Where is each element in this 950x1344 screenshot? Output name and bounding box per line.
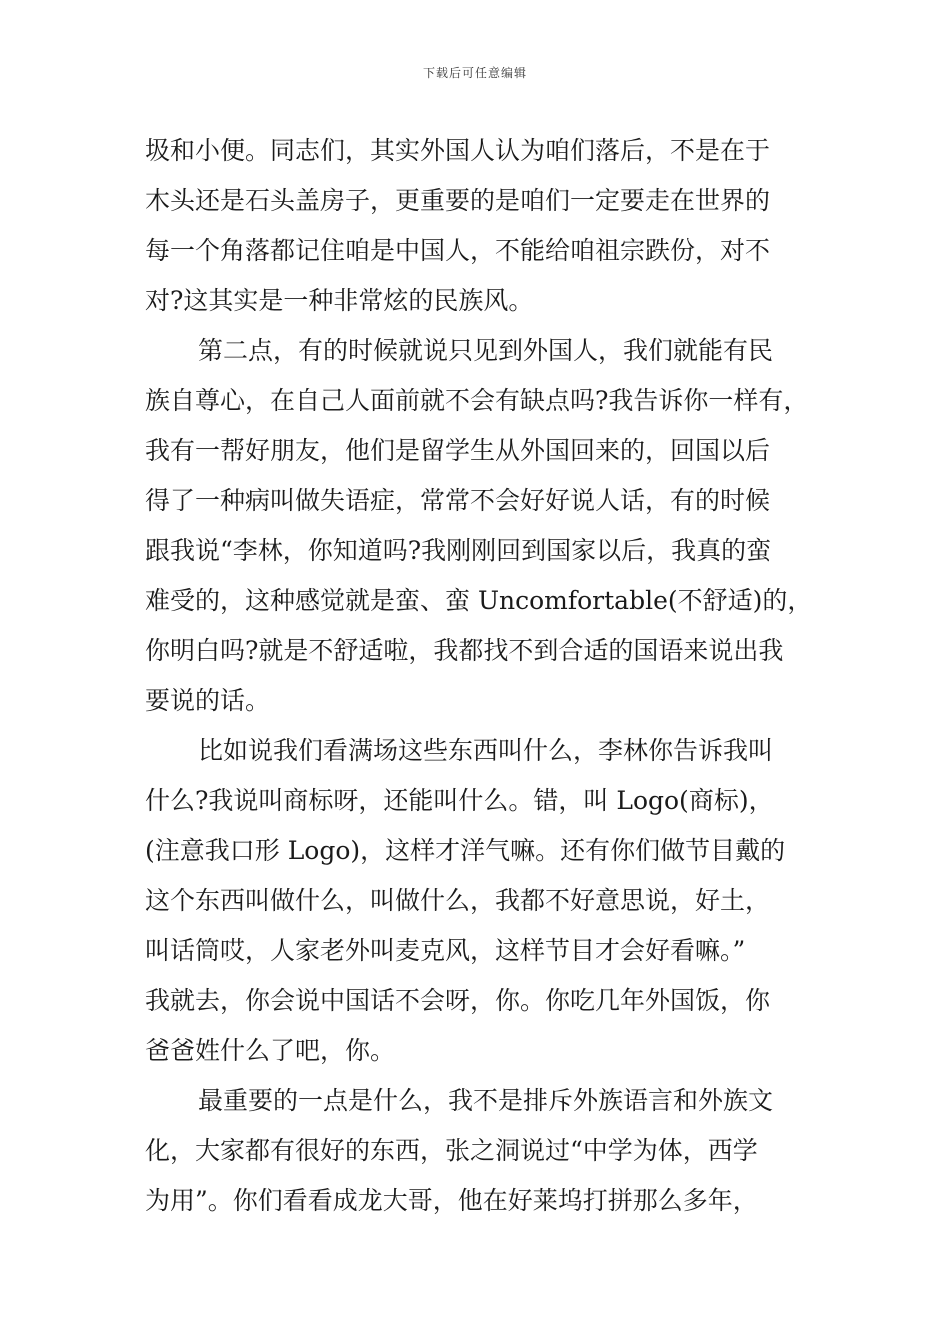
text-line: 木头还是石头盖房子，更重要的是咱们一定要走在世界的 [145,186,771,215]
text-line: 化，大家都有很好的东西，张之洞说过“中学为体，西学 [145,1136,758,1165]
paragraph-first-line: 最重要的一点是什么，我不是排斥外族语言和外族文 [198,1086,774,1115]
text-line: 圾和小便。同志们，其实外国人认为咱们落后，不是在于 [145,136,771,165]
text-line: 得了一种病叫做失语症，常常不会好好说人话，有的时候 [145,486,771,515]
page-header: 下载后可任意编辑 [422,66,527,80]
text-line: 每一个角落都记住咱是中国人，不能给咱祖宗跌份，对不 [145,236,771,265]
text-line: 爸爸姓什么了吧，你。 [145,1036,396,1065]
text-line: 对?这其实是一种非常炫的民族风。 [145,286,534,315]
paragraph-first-line: 第二点，有的时候就说只见到外国人，我们就能有民 [198,336,774,365]
paragraph-first-line: 比如说我们看满场这些东西叫什么，李林你告诉我叫 [198,736,774,765]
text-line: 跟我说“李林，你知道吗?我刚刚回到国家以后，我真的蛮 [145,536,772,565]
text-line: 你明白吗?就是不舒适啦，我都找不到合适的国语来说出我 [145,636,784,665]
text-line: 要说的话。 [145,686,271,715]
text-line: 这个东西叫做什么，叫做什么，我都不好意思说，好土， [145,886,771,915]
document-body [145,126,813,1226]
text-line: 叫话筒哎，人家老外叫麦克风，这样节目才会好看嘛。” [145,936,746,965]
text-line: 我就去，你会说中国话不会呀，你。你吃几年外国饭，你 [145,986,771,1015]
text-line: 族自尊心，在自己人面前就不会有缺点吗?我告诉你一样有， [145,386,809,415]
text-line: 为用”。你们看看成龙大哥，他在好莱坞打拼那么多年， [145,1186,758,1215]
text-line: 难受的，这种感觉就是蛮、蛮 Uncomfortable(不舒适)的， [145,586,813,615]
text-line: 什么?我说叫商标呀，还能叫什么。错，叫 Logo(商标)， [145,786,774,815]
text-line: 我有一帮好朋友，他们是留学生从外国回来的，回国以后 [145,436,771,465]
text-line: (注意我口形 Logo)，这样才洋气嘛。还有你们做节目戴的 [145,836,786,865]
